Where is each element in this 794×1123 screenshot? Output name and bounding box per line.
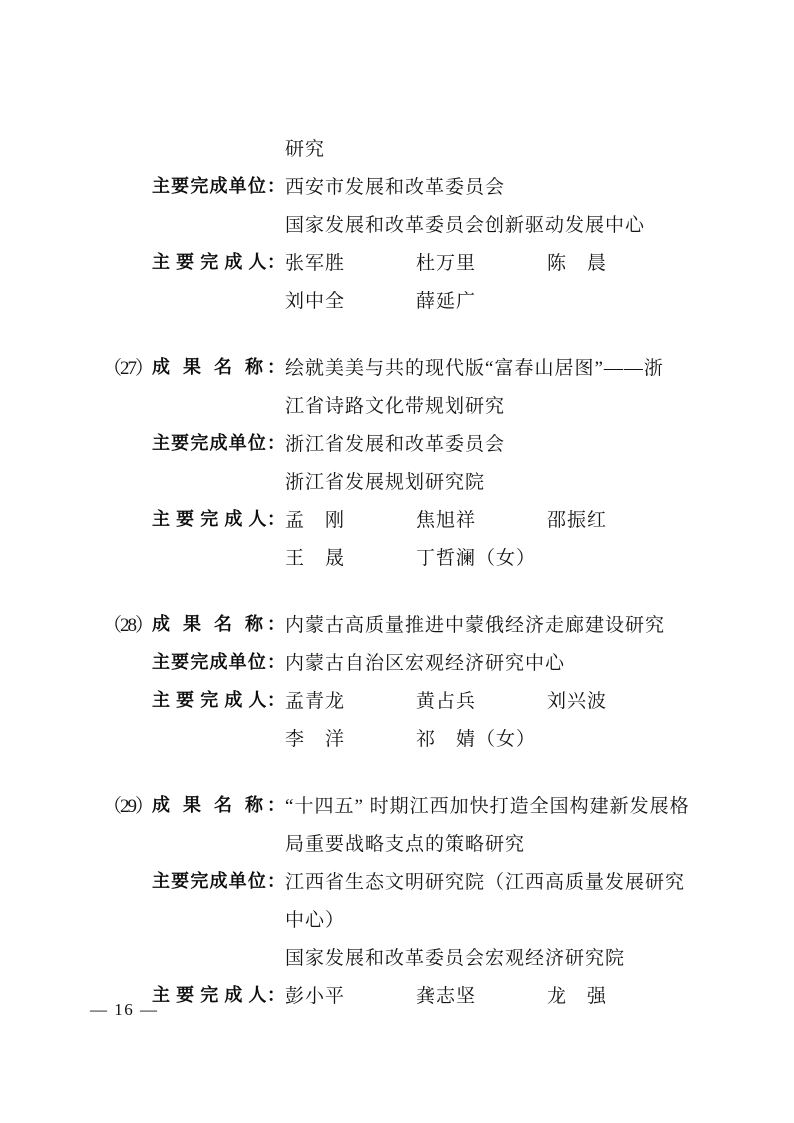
person-name: 丁哲澜（女）	[416, 547, 537, 569]
main-people-line	[103, 280, 748, 318]
main-people-line	[103, 680, 748, 718]
label-text: 成 果 名 称	[152, 795, 268, 815]
label-text: 主 要 完 成 人	[152, 252, 267, 272]
person-name	[547, 724, 748, 751]
person-name: 黄占兵	[416, 690, 477, 712]
label-text: 主 要 完 成 人	[152, 690, 267, 710]
people-row	[285, 286, 748, 313]
person-name	[547, 286, 748, 313]
unit-name: 西安市发展和改革委员会	[285, 176, 506, 198]
field-label-main-units	[152, 429, 285, 455]
main-units-line	[103, 204, 748, 242]
person-name: 薛延广	[416, 290, 477, 312]
people-row	[285, 505, 748, 532]
result-name-text: 内蒙古高质量推进中蒙俄经济走廊建设研究	[285, 614, 666, 636]
label-colon: ：	[267, 614, 286, 634]
people-row	[285, 686, 748, 713]
result-entry-26-continuation	[103, 128, 748, 318]
main-units-line	[103, 937, 748, 975]
unit-name: 国家发展和改革委员会宏观经济研究院	[285, 947, 626, 969]
result-name-continuation-line	[103, 128, 748, 166]
person-name: 李 洋	[285, 728, 346, 750]
main-people-line	[103, 242, 748, 280]
field-label-main-people	[152, 505, 285, 531]
people-row	[285, 543, 748, 570]
result-name-line	[103, 785, 748, 823]
entry-number: （28）	[103, 614, 153, 636]
person-name: 王 晟	[285, 547, 346, 569]
page-number: — 16 —	[90, 1000, 159, 1019]
result-entry-28	[103, 604, 748, 756]
person-name	[547, 543, 748, 570]
main-people-line	[103, 537, 748, 575]
label-text: 主要完成单位	[152, 433, 267, 453]
label-text: 主 要 完 成 人	[152, 509, 267, 529]
result-entry-27	[103, 347, 748, 575]
field-label-main-units	[152, 867, 285, 893]
page-footer	[90, 1000, 159, 1020]
unit-name: 浙江省发展规划研究院	[285, 471, 486, 493]
person-name: 邵振红	[547, 509, 608, 531]
entry-number: （29）	[103, 795, 153, 817]
document-body	[103, 128, 748, 1013]
field-label-result-name	[152, 791, 285, 817]
label-colon: ：	[267, 871, 285, 891]
field-label-main-units	[152, 172, 285, 198]
result-name-line	[103, 604, 748, 642]
person-name: 刘中全	[285, 290, 346, 312]
label-colon: ：	[267, 357, 286, 377]
main-people-line	[103, 718, 748, 756]
person-name: 祁 婧（女）	[416, 728, 537, 750]
main-units-line	[103, 461, 748, 499]
entry-number: （27）	[103, 357, 153, 379]
result-entry-29	[103, 785, 748, 1013]
person-name: 龚志坚	[416, 985, 477, 1007]
field-label-main-people	[152, 686, 285, 712]
result-name-text: 局重要战略支点的策略研究	[285, 833, 526, 855]
person-name: 刘兴波	[547, 690, 608, 712]
field-label-main-people	[152, 981, 285, 1007]
people-row	[285, 981, 748, 1008]
label-text: 主 要 完 成 人	[152, 985, 267, 1005]
people-row	[285, 724, 748, 751]
unit-name: 浙江省发展和改革委员会	[285, 433, 506, 455]
result-name-line	[103, 823, 748, 861]
field-label-main-units	[152, 648, 285, 674]
people-row	[285, 248, 748, 275]
main-units-line	[103, 642, 748, 680]
label-colon: ：	[267, 509, 285, 529]
label-colon: ：	[267, 652, 285, 672]
main-units-line	[103, 166, 748, 204]
result-name-text: “十四五” 时期江西加快打造全国构建新发展格	[285, 795, 690, 817]
result-name-text: 江省诗路文化带规划研究	[285, 395, 506, 417]
main-units-line	[103, 423, 748, 461]
result-name-text: 绘就美美与共的现代版“富春山居图”——浙	[285, 357, 664, 379]
main-people-line	[103, 975, 748, 1013]
person-name: 张军胜	[285, 252, 346, 274]
label-colon: ：	[267, 795, 286, 815]
field-label-main-people	[152, 248, 285, 274]
label-text: 主要完成单位	[152, 176, 267, 196]
result-name-line	[103, 385, 748, 423]
unit-name: 国家发展和改革委员会创新驱动发展中心	[285, 214, 646, 236]
field-label-result-name	[152, 610, 285, 636]
label-colon: ：	[267, 252, 285, 272]
person-name: 杜万里	[416, 252, 477, 274]
unit-name: 江西省生态文明研究院（江西高质量发展研究	[285, 871, 686, 893]
result-name-line	[103, 347, 748, 385]
main-units-line	[103, 899, 748, 937]
person-name: 焦旭祥	[416, 509, 477, 531]
person-name: 孟 刚	[285, 509, 346, 531]
unit-name: 中心）	[285, 909, 346, 931]
label-colon: ：	[267, 176, 285, 196]
field-label-result-name	[152, 353, 285, 379]
unit-name: 内蒙古自治区宏观经济研究中心	[285, 652, 566, 674]
label-colon: ：	[267, 985, 285, 1005]
label-colon: ：	[267, 690, 285, 710]
result-name-text: 研究	[285, 138, 326, 160]
person-name: 彭小平	[285, 985, 346, 1007]
main-units-line	[103, 861, 748, 899]
label-text: 主要完成单位	[152, 871, 267, 891]
person-name: 龙 强	[547, 985, 608, 1007]
label-text: 成 果 名 称	[152, 614, 268, 634]
person-name: 陈 晨	[547, 252, 608, 274]
person-name: 孟青龙	[285, 690, 346, 712]
label-text: 成 果 名 称	[152, 357, 268, 377]
label-colon: ：	[267, 433, 285, 453]
main-people-line	[103, 499, 748, 537]
label-text: 主要完成单位	[152, 652, 267, 672]
